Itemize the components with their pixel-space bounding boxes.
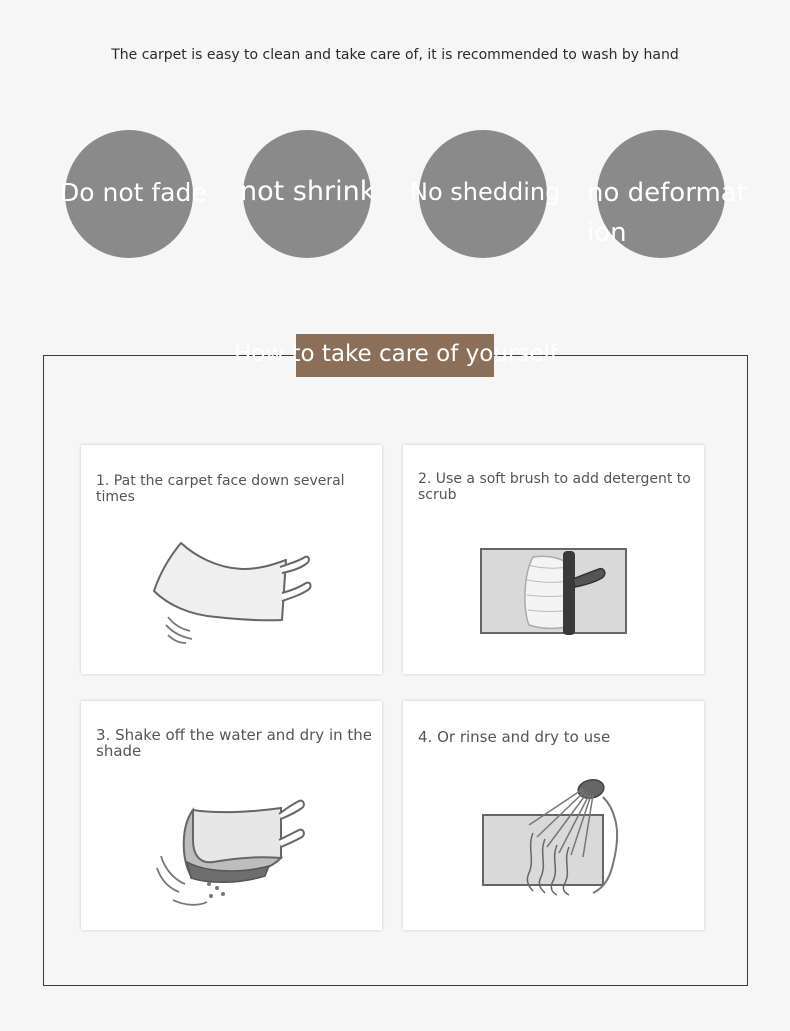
feature-badge-label: no deformation xyxy=(587,178,747,249)
feature-badge-label: No shedding xyxy=(410,178,561,206)
brush-scrub-icon xyxy=(473,545,643,645)
care-step-text: 1. Pat the carpet face down several times xyxy=(96,473,345,505)
feature-badge-label: not shrink xyxy=(240,176,376,207)
care-step-text: 2. Use a soft brush to add detergent to scrub xyxy=(418,471,691,503)
care-instructions-title: How to take care of yourself xyxy=(234,341,558,367)
carpet-pat-icon xyxy=(146,535,326,655)
care-step-text: 4. Or rinse and dry to use xyxy=(418,728,611,746)
care-step-card xyxy=(403,701,704,930)
care-step-text: 3. Shake off the water and dry in the shade xyxy=(96,726,372,760)
care-step-card xyxy=(403,445,704,674)
feature-badge-label: Do not fade xyxy=(60,178,207,207)
rinse-shower-icon xyxy=(473,777,653,897)
care-step-card xyxy=(81,701,382,930)
intro-text: The carpet is easy to clean and take care of, it is recommended to wash by hand xyxy=(111,47,679,63)
shake-dry-icon xyxy=(151,796,321,916)
care-step-card xyxy=(81,445,382,674)
